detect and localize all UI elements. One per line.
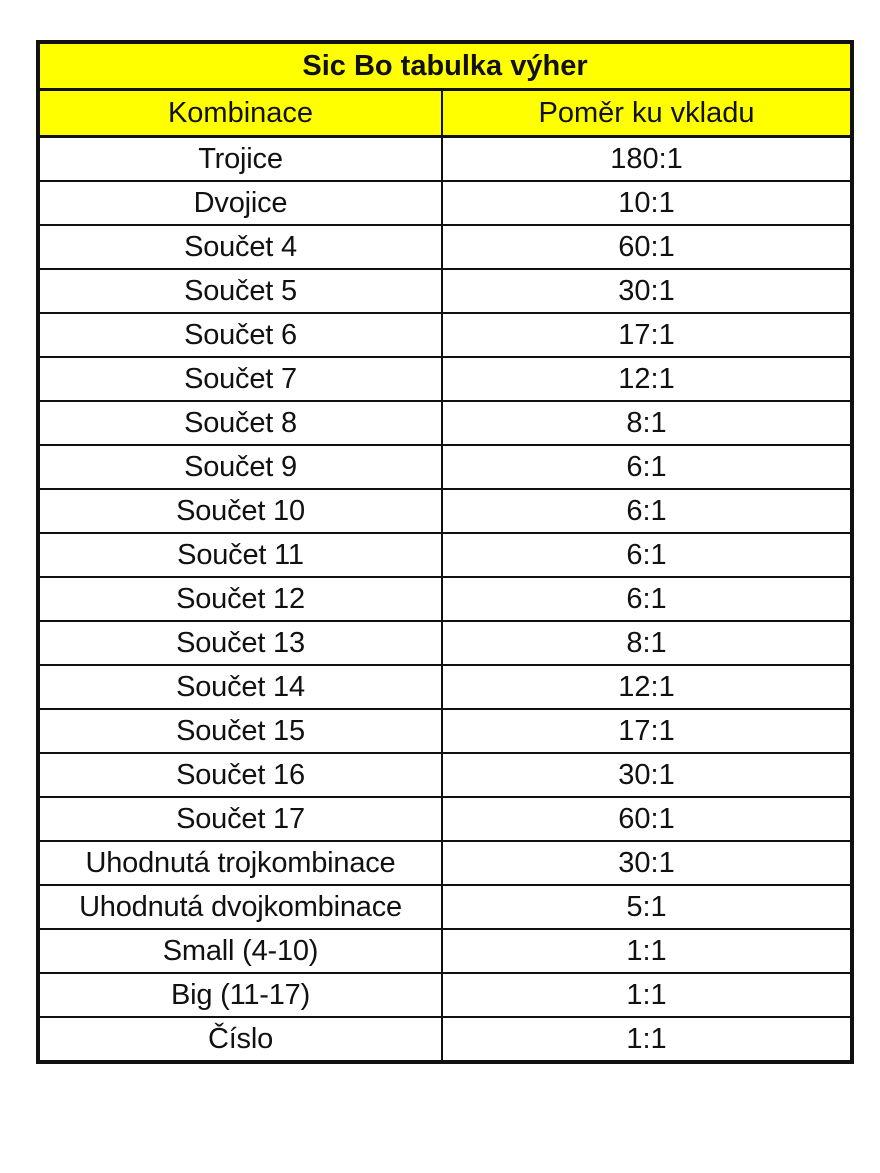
combination-cell: Součet 7 xyxy=(38,357,442,401)
payout-ratio-cell: 8:1 xyxy=(442,621,852,665)
table-body xyxy=(38,137,852,1063)
combination-cell: Součet 6 xyxy=(38,313,442,357)
payout-ratio-cell: 12:1 xyxy=(442,665,852,709)
table-title-row xyxy=(38,42,852,90)
payout-ratio-cell: 12:1 xyxy=(442,357,852,401)
combination-cell: Uhodnutá trojkombinace xyxy=(38,841,442,885)
combination-cell: Součet 13 xyxy=(38,621,442,665)
table-row xyxy=(38,929,852,973)
combination-cell: Součet 9 xyxy=(38,445,442,489)
payout-ratio-cell: 60:1 xyxy=(442,797,852,841)
table-row xyxy=(38,1017,852,1062)
combination-cell: Small (4-10) xyxy=(38,929,442,973)
combination-cell: Big (11-17) xyxy=(38,973,442,1017)
payout-ratio-cell: 6:1 xyxy=(442,445,852,489)
combination-cell: Součet 11 xyxy=(38,533,442,577)
payout-ratio-cell: 6:1 xyxy=(442,533,852,577)
column-header-payout-ratio: Poměr ku vkladu xyxy=(442,90,852,137)
table-row xyxy=(38,137,852,182)
payout-ratio-cell: 17:1 xyxy=(442,709,852,753)
table-row xyxy=(38,753,852,797)
table-row xyxy=(38,533,852,577)
table-row xyxy=(38,401,852,445)
table-row xyxy=(38,269,852,313)
payout-ratio-cell: 6:1 xyxy=(442,577,852,621)
table-row xyxy=(38,577,852,621)
table-row xyxy=(38,709,852,753)
payout-ratio-cell: 30:1 xyxy=(442,841,852,885)
combination-cell: Součet 17 xyxy=(38,797,442,841)
sic-bo-payout-table xyxy=(36,40,854,1064)
column-header-combination: Kombinace xyxy=(38,90,442,137)
table-row xyxy=(38,973,852,1017)
combination-cell: Číslo xyxy=(38,1017,442,1062)
combination-cell: Dvojice xyxy=(38,181,442,225)
table-row xyxy=(38,489,852,533)
table-row xyxy=(38,665,852,709)
table-row xyxy=(38,445,852,489)
table-row xyxy=(38,225,852,269)
combination-cell: Součet 8 xyxy=(38,401,442,445)
combination-cell: Součet 12 xyxy=(38,577,442,621)
table-row xyxy=(38,797,852,841)
combination-cell: Součet 5 xyxy=(38,269,442,313)
table-row xyxy=(38,841,852,885)
combination-cell: Součet 15 xyxy=(38,709,442,753)
table-row xyxy=(38,357,852,401)
combination-cell: Součet 14 xyxy=(38,665,442,709)
table-row xyxy=(38,885,852,929)
payout-ratio-cell: 60:1 xyxy=(442,225,852,269)
payout-ratio-cell: 30:1 xyxy=(442,753,852,797)
combination-cell: Součet 16 xyxy=(38,753,442,797)
payout-ratio-cell: 30:1 xyxy=(442,269,852,313)
table-row xyxy=(38,181,852,225)
table-header-row xyxy=(38,90,852,137)
combination-cell: Trojice xyxy=(38,137,442,182)
payout-ratio-cell: 1:1 xyxy=(442,929,852,973)
table-title: Sic Bo tabulka výher xyxy=(38,42,852,90)
payout-ratio-cell: 17:1 xyxy=(442,313,852,357)
payout-ratio-cell: 6:1 xyxy=(442,489,852,533)
payout-ratio-cell: 180:1 xyxy=(442,137,852,182)
payout-ratio-cell: 10:1 xyxy=(442,181,852,225)
payout-ratio-cell: 5:1 xyxy=(442,885,852,929)
payout-ratio-cell: 1:1 xyxy=(442,1017,852,1062)
payout-ratio-cell: 8:1 xyxy=(442,401,852,445)
payout-ratio-cell: 1:1 xyxy=(442,973,852,1017)
combination-cell: Uhodnutá dvojkombinace xyxy=(38,885,442,929)
table-row xyxy=(38,313,852,357)
table-row xyxy=(38,621,852,665)
combination-cell: Součet 4 xyxy=(38,225,442,269)
combination-cell: Součet 10 xyxy=(38,489,442,533)
